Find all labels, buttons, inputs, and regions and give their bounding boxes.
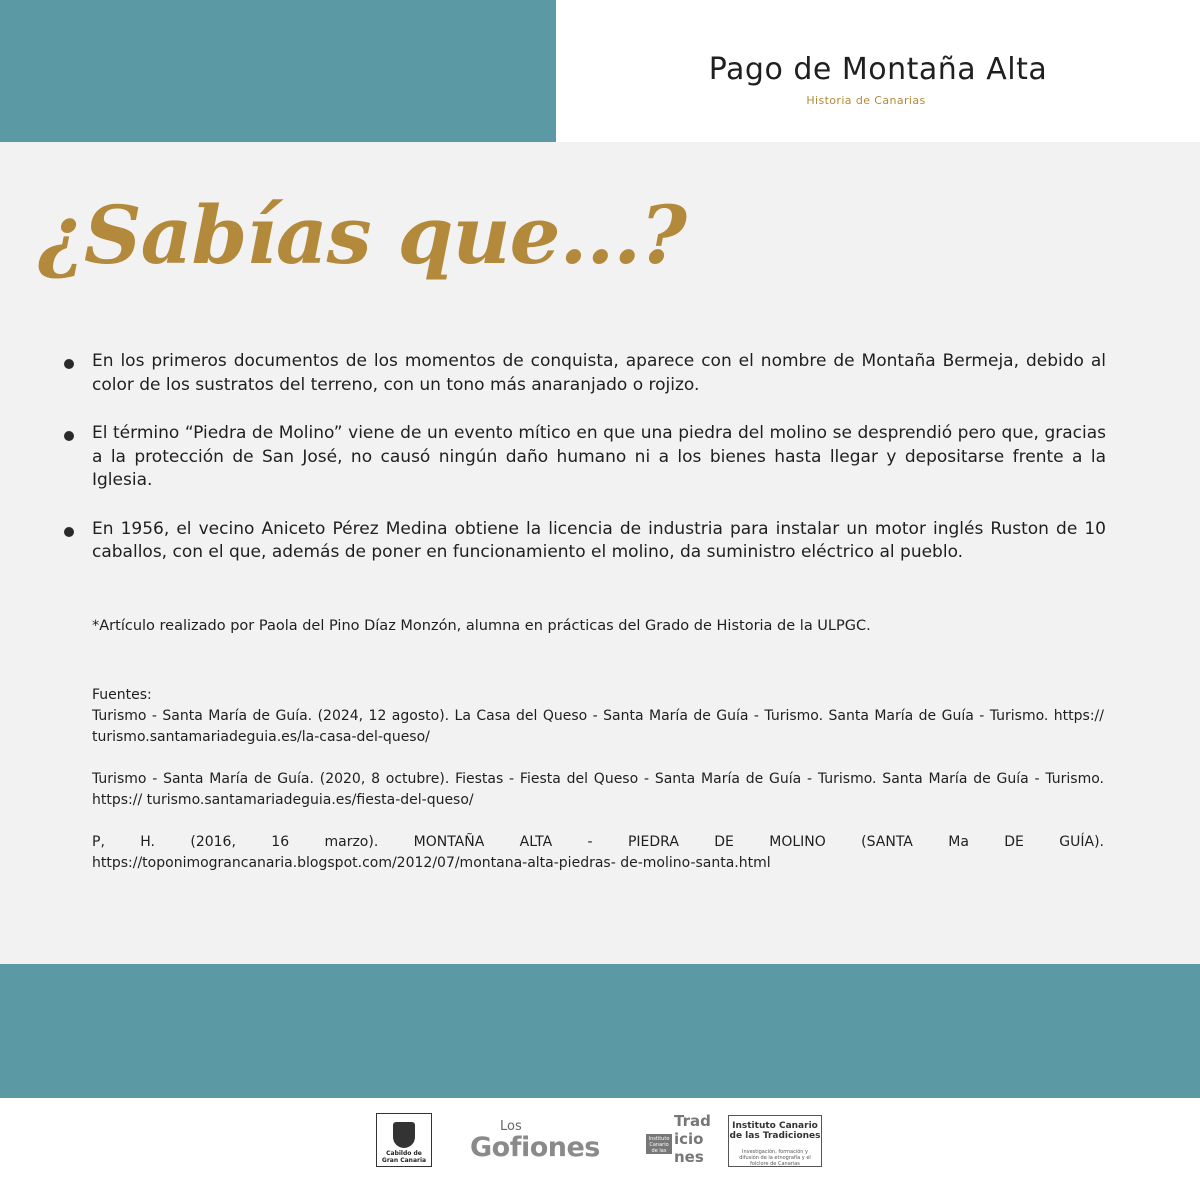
instituto-line2: de las Tradiciones (729, 1131, 821, 1141)
headline: ¿Sabías que...? (38, 188, 686, 282)
fact-item (62, 350, 1106, 397)
fact-text: El término “Piedra de Molino” viene de un evento mítico en que una piedra del molino se desprendió pero que, gracias a la protección de San José, no causó ningún daño humano ni a los bienes hasta llegar y depositarse frente a la Iglesia. (92, 423, 1106, 490)
instituto-line1: Instituto Canario (732, 1121, 818, 1131)
fact-item (62, 422, 1106, 493)
fact-item (62, 518, 1106, 565)
source-entry: P, H. (2016, 16 marzo). MONTAÑA ALTA - PIEDRA DE MOLINO (SANTA Ma DE GUÍA). https://toponimograncanaria.blogspot.com/2012/07/montana-alta-piedras- de-molino-santa.html (92, 834, 1104, 871)
brand-subtitle: Historia de Canarias (806, 94, 926, 107)
bullet-icon (64, 431, 74, 441)
coat-of-arms-icon (393, 1122, 415, 1148)
cabildo-line2: Gran Canaria (381, 1156, 427, 1164)
article-credit: *Artículo realizado por Paola del Pino Díaz Monzón, alumna en prácticas del Grado de Historia de la ULPGC. (92, 618, 871, 634)
sources-section (92, 685, 1104, 895)
fact-text: En 1956, el vecino Aniceto Pérez Medina obtiene la licencia de industria para instalar un motor inglés Ruston de 10 caballos, con el que, además de poner en funcionamiento el molino, da suministro eléctrico al pueblo. (92, 518, 1106, 562)
source-entry: Turismo - Santa María de Guía. (2024, 12 agosto). La Casa del Queso - Santa María de Guía - Turismo. Santa María de Guía - Turismo. https:// turismo.santamariadeguia.es/la-casa-del-queso/ (92, 708, 1104, 745)
brand-title: Pago de Montaña Alta (708, 52, 1048, 87)
tradiciones-logo (646, 1114, 722, 1168)
tradiciones-box: Instituto Canario de las (646, 1134, 672, 1154)
footer-teal-band (0, 964, 1200, 1098)
cabildo-line1: Cabildo de (386, 1150, 422, 1157)
fact-text: En los primeros documentos de los momentos de conquista, aparece con el nombre de Montaña Bermeja, debido al color de los sustratos del terreno, con un tono más anaranjado o rojizo. (92, 351, 1106, 395)
tradiciones-word-2: icio (674, 1130, 704, 1148)
instituto-logo (728, 1115, 822, 1167)
tradiciones-word-3: nes (674, 1148, 704, 1166)
tradiciones-word-1: Trad (674, 1112, 711, 1130)
gofiones-big: Gofiones (470, 1132, 600, 1163)
sources-heading: Fuentes: (92, 687, 152, 703)
cabildo-logo (376, 1113, 432, 1167)
source-entry: Turismo - Santa María de Guía. (2020, 8 octubre). Fiestas - Fiesta del Queso - Santa María de Guía - Turismo. Santa María de Guía - Turismo. https:// turismo.santamariadeguia.es/fiesta-del-queso/ (92, 771, 1104, 808)
bullet-icon (64, 527, 74, 537)
bullet-icon (64, 359, 74, 369)
instituto-subtitle: Investigación, formación y difusión de la etnografía y el folclore de Canarias (739, 1149, 811, 1167)
gofiones-small: Los (500, 1119, 522, 1134)
gofiones-logo (470, 1120, 620, 1162)
facts-list (62, 350, 1106, 590)
header-teal-block (0, 0, 556, 142)
